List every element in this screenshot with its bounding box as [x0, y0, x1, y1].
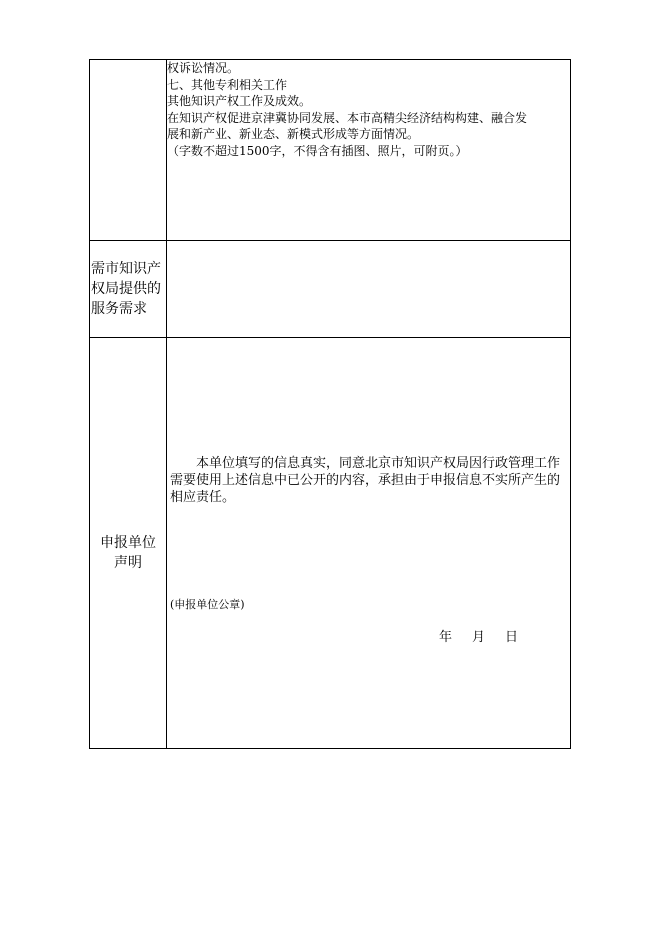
- application-form-table: [89, 59, 571, 749]
- day-label: 日: [505, 630, 519, 646]
- work-description-row: [90, 60, 571, 241]
- declaration-text: 本单位填写的信息真实，同意北京市知识产权局因行政管理工作需要使用上述信息中已公开的内容，承担由于申报信息不实所产生的相应责任。: [170, 456, 561, 506]
- date-line: [439, 626, 518, 645]
- declaration-label-line: 申报单位: [100, 535, 156, 552]
- content-line: 权诉讼情况。: [167, 61, 240, 75]
- service-needs-row: [90, 241, 571, 338]
- service-needs-field[interactable]: [167, 241, 571, 338]
- declaration-label: [90, 338, 167, 749]
- content-line: 在知识产权促进京津冀协同发展、本市高精尖经济结构构建、融合发: [167, 110, 528, 125]
- year-label: 年: [439, 630, 453, 646]
- content-line: （字数不超过1500字，不得含有插图、照片，可附页。）: [167, 143, 468, 158]
- declaration-row: [90, 338, 571, 749]
- work-description-content[interactable]: [167, 60, 571, 241]
- month-label: 月: [472, 630, 486, 646]
- declaration-label-line: 声明: [114, 555, 142, 572]
- seal-note: (申报单位公章): [170, 598, 245, 612]
- content-line: 七、其他专利相关工作: [167, 77, 288, 92]
- content-line: 展和新产业、新业态、新模式形成等方面情况。: [167, 127, 420, 141]
- content-line: 其他知识产权工作及成效。: [167, 94, 312, 108]
- service-needs-label: 需市知识产权局提供的服务需求: [90, 241, 167, 338]
- declaration-content: [167, 338, 571, 749]
- work-description-label-cell: [90, 60, 167, 241]
